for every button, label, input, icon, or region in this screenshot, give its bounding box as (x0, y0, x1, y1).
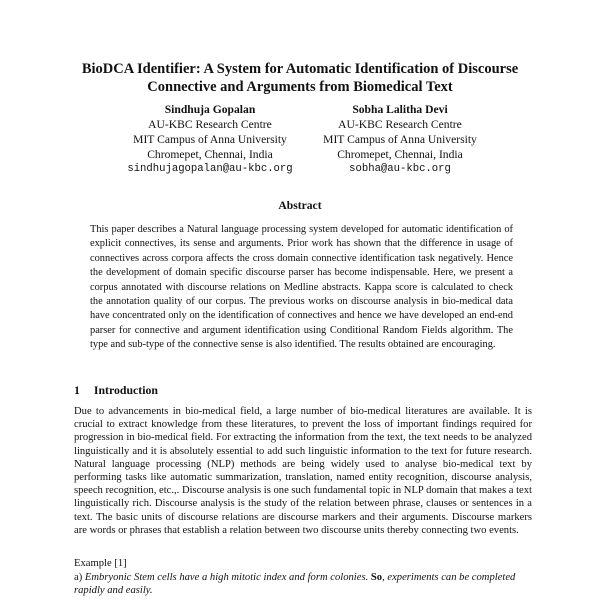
author-affiliation: MIT Campus of Anna University (323, 133, 477, 146)
author-location: Chromepet, Chennai, India (147, 148, 273, 161)
abstract-text: This paper describes a Natural language processing system developed for automatic identification of explicit connectives, its sense and arguments. Prior work has shown that the difference in usage of connectives across corpora affects the cross domain connective identification task negatively. Hence the development of domain specific discourse parser has become indispensable. Here, we present a corpus annotated with discourse relations on Medline abstracts. Kappa score is calculated to check the annotation quality of our corpus. The previous works on discourse analysis in bio-medical data have concentrated only on the identification of connectives and hence we have developed an end-end parser for connective and argument identification using Conditional Random Fields algorithm. The type and sub-type of the connective sense is also identified. The results obtained are encouraging. (90, 224, 513, 351)
author-name: Sobha Lalitha Devi (352, 103, 448, 116)
author-email: sindhujagopalan@au-kbc.org (127, 163, 293, 175)
section-heading (74, 383, 158, 398)
author-block-2 (285, 102, 515, 177)
author-affiliation: AU-KBC Research Centre (148, 118, 272, 131)
author-affiliation: MIT Campus of Anna University (133, 133, 287, 146)
paper-title-line-1: BioDCA Identifier: A System for Automatic Identification of Discourse (81, 61, 519, 77)
example-arg1: Embryonic Stem cells have a high mitotic index and form colonies. (84, 572, 369, 583)
author-email: sobha@au-kbc.org (349, 163, 451, 175)
paper-title-line-2: Connective and Arguments from Biomedical Text (147, 79, 453, 95)
example-prefix: a) (74, 572, 85, 583)
author-name: Sindhuja Gopalan (164, 103, 256, 116)
example-label: Example [1] (74, 558, 127, 569)
paper-title (40, 60, 560, 96)
abstract-heading: Abstract (278, 199, 322, 212)
example-arg2: , experiments can be completed rapidly and easily. (74, 572, 516, 597)
section-title: Introduction (93, 383, 158, 397)
author-location: Chromepet, Chennai, India (337, 148, 463, 161)
section-number: 1 (74, 383, 80, 397)
example-connective: So (370, 572, 383, 583)
introduction-paragraph: Due to advancements in bio-medical field, a large number of bio-medical literatures are available. It is crucial to extract knowledge from these literatures, to prevent the loss of important findings required for progression in bio-medical field. For extracting the information from the text, the text needs to be analyzed linguistically and it is absolutely essential to add such linguistic information to the text for future research. Natural language processing (NLP) methods are being widely used to analyse bio-medical text by performing tasks like automatic summarization, translation, named entity recognition, discourse analysis, speech recognition, etc.,. Discourse analysis is one such fundamental topic in NLP domain that makes a text linguistically rich. Discourse analysis is the study of the relation between phrase, clauses or sentences in a text. The basic units of discourse relations are discourse markers and their arguments. Discourse markers are words or phrases that establish a relation between two discourse units thereby connecting two events. (74, 406, 532, 536)
example-sentence (74, 571, 532, 597)
author-affiliation: AU-KBC Research Centre (338, 118, 462, 131)
